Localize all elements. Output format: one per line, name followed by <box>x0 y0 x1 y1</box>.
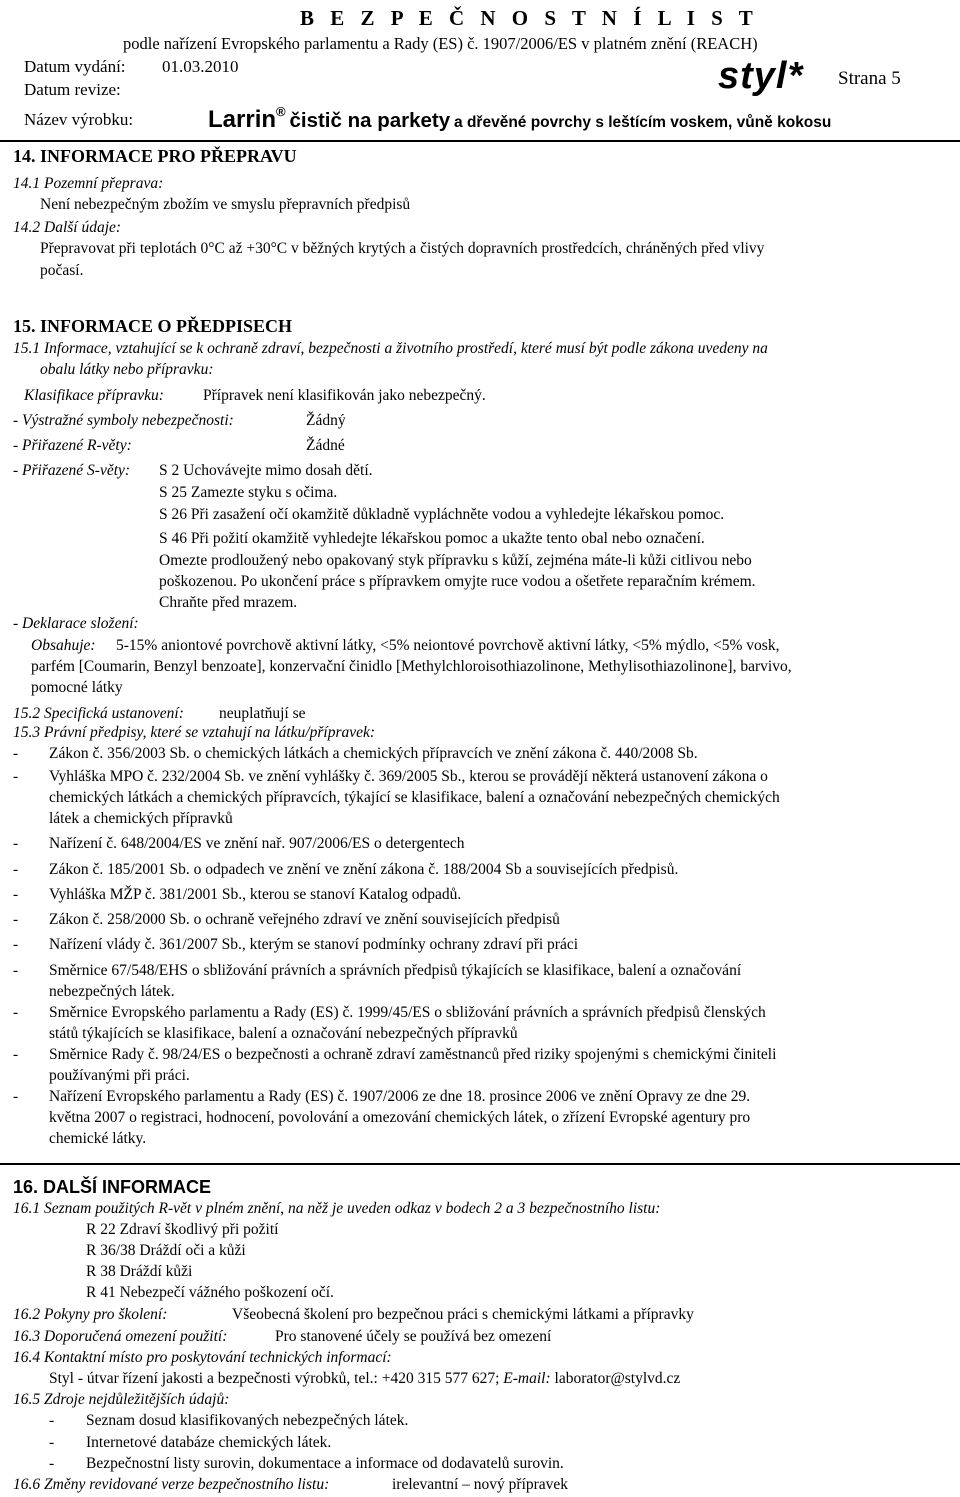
classification-label: Klasifikace přípravku: <box>24 387 164 404</box>
law-item-cont: chemických látkách a chemických přípravcích, týkající se klasifikace, balení a označování nebezpečných chemických <box>49 789 780 806</box>
law-item-cont: států týkajících se klasifikace, balení a označování nebezpečných přípravků <box>49 1025 518 1042</box>
list-dash: - <box>13 1004 19 1021</box>
section-14-heading: 14. INFORMACE PRO PŘEPRAVU <box>13 146 297 166</box>
product-main: čistič na parkety <box>289 109 451 132</box>
list-dash: - <box>49 1412 55 1429</box>
s-phrase-line: Chraňte před mrazem. <box>159 594 298 611</box>
list-dash: - <box>13 886 19 903</box>
s16-2-value: Všeobecná školení pro bezpečnou práci s chemickými látkami a přípravky <box>232 1306 694 1323</box>
s15-2-title: 15.2 Specifická ustanovení: <box>13 705 184 722</box>
header-rule <box>0 140 960 142</box>
s14-2-text-2: počasí. <box>40 262 84 279</box>
s14-2-title: 14.2 Další údaje: <box>13 219 122 236</box>
list-dash: - <box>13 745 19 762</box>
r-phrase-item: R 38 Dráždí kůži <box>86 1263 193 1280</box>
list-dash: - <box>49 1434 55 1451</box>
law-item: Nařízení vlády č. 361/2007 Sb., kterým se stanoví podmínky ochrany zdraví při práci <box>49 936 579 953</box>
product-name-label: Název výrobku: <box>24 110 134 129</box>
styl-logo: styl* <box>718 55 804 97</box>
document-subtitle: podle nařízení Evropského parlamentu a Rady (ES) č. 1907/2006/ES v platném znění (REACH) <box>123 34 758 53</box>
contains-label: Obsahuje: <box>31 637 96 654</box>
r-phrase-item: R 41 Nebezpečí vážného poškození očí. <box>86 1284 334 1301</box>
s16-2-title: 16.2 Pokyny pro školení: <box>13 1306 168 1323</box>
composition-label: - Deklarace složení: <box>13 615 139 632</box>
list-dash: - <box>13 962 19 979</box>
s-phrase-line: S 25 Zamezte styku s očima. <box>159 484 338 501</box>
product-brand: Larrin <box>208 106 277 133</box>
law-item: Nařízení Evropského parlamentu a Rady (ES) č. 1907/2006 ze dne 18. prosince 2006 ve znění Opravy ze dne 29. <box>49 1088 751 1105</box>
registered-mark: ® <box>276 104 286 119</box>
contains-text-3: pomocné látky <box>31 679 123 696</box>
list-dash: - <box>13 1088 19 1105</box>
list-dash: - <box>13 861 19 878</box>
hazard-symbols-label: - Výstražné symboly nebezpečnosti: <box>13 412 234 429</box>
source-item: Seznam dosud klasifikovaných nebezpečných látek. <box>86 1412 409 1429</box>
revision-date-label: Datum revize: <box>24 80 121 99</box>
law-item: Směrnice Rady č. 98/24/ES o bezpečnosti a ochraně zdraví zaměstnanců před riziky spojenými s chemickými činiteli <box>49 1046 777 1063</box>
email-label: E-mail: <box>503 1370 551 1387</box>
product-desc: a dřevěné povrchy s leštícím voskem, vůně kokosu <box>454 114 832 131</box>
s16-1-title: 16.1 Seznam použitých R-vět v plném znění, na něž je uveden odkaz v bodech 2 a 3 bezpečnostního listu: <box>13 1200 661 1217</box>
law-item-cont: chemické látky. <box>49 1130 147 1147</box>
s-phrase-line: S 46 Při požití okamžitě vyhledejte lékařskou pomoc a ukažte tento obal nebo označení. <box>159 530 705 547</box>
s-phrase-line: Omezte prodloužený nebo opakovaný styk přípravku s kůží, zejména máte-li kůži citlivou nebo <box>159 552 752 569</box>
list-dash: - <box>13 768 19 785</box>
law-item-cont: května 2007 o registraci, hodnocení, povolování a omezování chemických látek, o zřízení Evropské agentury pro <box>49 1109 751 1126</box>
s16-4-title: 16.4 Kontaktní místo pro poskytování technických informací: <box>13 1349 392 1366</box>
list-dash: - <box>13 911 19 928</box>
r-phrases-label: - Přiřazené R-věty: <box>13 437 132 454</box>
r-phrase-item: R 36/38 Dráždí oči a kůži <box>86 1242 246 1259</box>
source-item: Internetové databáze chemických látek. <box>86 1434 332 1451</box>
law-item-cont: látek a chemických přípravků <box>49 810 233 827</box>
s-phrase-line: poškozenou. Po ukončení práce s přípravkem omyjte ruce vodou a ošetřete reparačním krémem. <box>159 573 756 590</box>
s15-1-title-2: obalu látky nebo přípravku: <box>40 361 214 378</box>
s16-5-title: 16.5 Zdroje nejdůležitějších údajů: <box>13 1391 230 1408</box>
s15-1-title-1: 15.1 Informace, vztahující se k ochraně zdraví, bezpečnosti a životního prostředí, které musí být podle zákona uvedeny na <box>13 340 768 357</box>
s14-2-text-1: Přepravovat při teplotách 0°C až +30°C v běžných krytých a čistých dopravních prostředcích, chráněných před vlivy <box>40 240 765 257</box>
r-phrase-item: R 22 Zdraví škodlivý při požití <box>86 1221 279 1238</box>
section-15-heading: 15. INFORMACE O PŘEDPISECH <box>13 316 293 336</box>
s14-1-text: Není nebezpečným zbožím ve smyslu přepravních předpisů <box>40 196 411 213</box>
law-item: Vyhláška MPO č. 232/2004 Sb. ve znění vyhlášky č. 369/2005 Sb., kterou se provádějí některá ustanovení zákona o <box>49 768 768 785</box>
s16-6-title: 16.6 Změny revidované verze bezpečnostního listu: <box>13 1476 330 1493</box>
contact-text: Styl - útvar řízení jakosti a bezpečnosti výrobků, tel.: +420 315 577 627; <box>49 1370 500 1387</box>
email-link[interactable]: laborator@stylvd.cz <box>554 1370 681 1387</box>
list-dash: - <box>13 936 19 953</box>
issue-date-label: Datum vydání: <box>24 57 126 76</box>
s16-4-contact <box>49 1370 680 1388</box>
s16-6-value: irelevantní – nový přípravek <box>392 1476 569 1493</box>
law-item: Směrnice Evropského parlamentu a Rady (ES) č. 1999/45/ES o sbližování právních a správních předpisů členských <box>49 1004 766 1021</box>
s14-1-title: 14.1 Pozemní přeprava: <box>13 175 164 192</box>
law-item: Vyhláška MŽP č. 381/2001 Sb., kterou se stanoví Katalog odpadů. <box>49 886 462 903</box>
law-item-cont: používanými při práci. <box>49 1067 190 1084</box>
s15-2-value: neuplatňují se <box>219 705 306 722</box>
section-16-heading: 16. DALŠÍ INFORMACE <box>13 1177 212 1197</box>
law-item-cont: nebezpečných látek. <box>49 983 175 1000</box>
section-rule <box>0 1163 960 1165</box>
law-item: Směrnice 67/548/EHS o sbližování právních a správních předpisů týkajících se klasifikace, balení a označování <box>49 962 742 979</box>
contains-text-1: 5-15% aniontové povrchově aktivní látky, <5% neiontové povrchově aktivní látky, <5% mýdlo, <5% vosk, <box>116 637 780 654</box>
product-name <box>208 104 831 134</box>
list-dash: - <box>13 1046 19 1063</box>
s-phrase-line: S 26 Při zasažení očí okamžitě důkladně vypláchněte vodou a vyhledejte lékařskou pomoc. <box>159 506 725 523</box>
s15-3-title: 15.3 Právní předpisy, které se vztahují na látku/přípravek: <box>13 724 376 741</box>
contains-text-2: parfém [Coumarin, Benzyl benzoate], konzervační činidlo [Methylchloroisothiazolinone, Methylisothiazolinone], barvivo, <box>31 658 792 675</box>
classification-value: Přípravek není klasifikován jako nebezpečný. <box>203 387 486 404</box>
document-title: B E Z P E Č N O S T N Í L I S T <box>300 6 759 30</box>
list-dash: - <box>49 1455 55 1472</box>
r-phrases-value: Žádné <box>306 437 345 454</box>
law-item: Zákon č. 185/2001 Sb. o odpadech ve znění ve znění zákona č. 188/2004 Sb a souvisejících předpisů. <box>49 861 679 878</box>
list-dash: - <box>13 835 19 852</box>
s-phrase-line: S 2 Uchovávejte mimo dosah dětí. <box>159 462 373 479</box>
s16-3-value: Pro stanovené účely se používá bez omezení <box>275 1328 552 1345</box>
issue-date-value: 01.03.2010 <box>162 57 239 76</box>
s-phrases-label: - Přiřazené S-věty: <box>13 462 131 479</box>
source-item: Bezpečnostní listy surovin, dokumentace a informace od dodavatelů surovin. <box>86 1455 564 1472</box>
law-item: Nařízení č. 648/2004/ES ve znění nař. 907/2006/ES o detergentech <box>49 835 465 852</box>
page-number: Strana 5 <box>838 68 901 89</box>
s16-3-title: 16.3 Doporučená omezení použití: <box>13 1328 228 1345</box>
law-item: Zákon č. 258/2000 Sb. o ochraně veřejného zdraví ve znění souvisejících předpisů <box>49 911 560 928</box>
hazard-symbols-value: Žádný <box>306 412 346 429</box>
law-item: Zákon č. 356/2003 Sb. o chemických látkách a chemických přípravcích ve znění zákona č. 440/2008 Sb. <box>49 745 698 762</box>
